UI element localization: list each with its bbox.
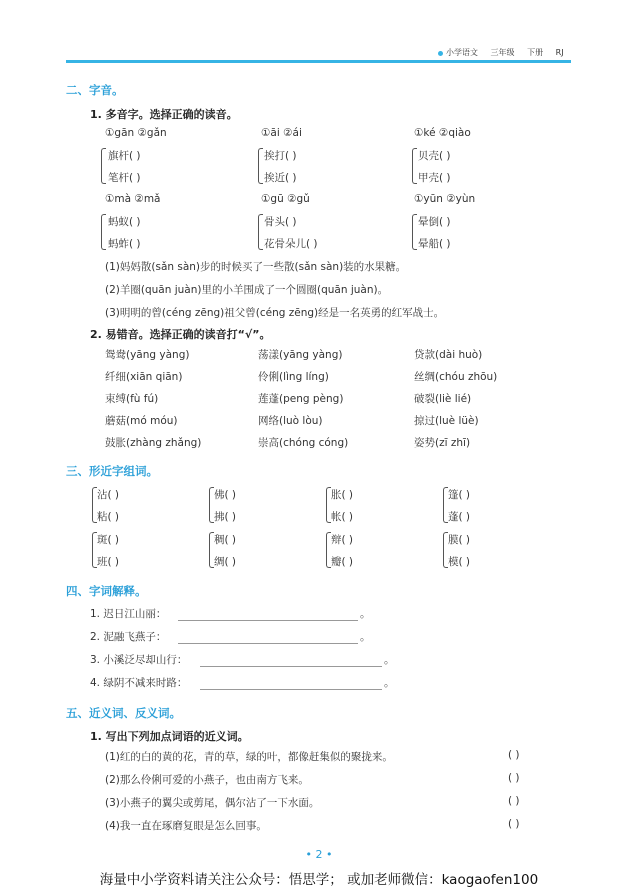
header-volume: 下册: [527, 48, 544, 57]
answer-line[interactable]: [200, 689, 382, 690]
sentence-3: (3)明明的曾(céng zēng)祖父曾(céng zēng)经是一名英勇的红军战士。: [105, 307, 445, 319]
char-blank[interactable]: 粘( ): [97, 511, 120, 523]
header-subject: 小学语文: [446, 48, 478, 57]
options: ①yūn ②yùn: [414, 193, 476, 205]
char-blank[interactable]: 帐( ): [331, 511, 354, 523]
char-blank[interactable]: 班( ): [97, 556, 120, 568]
char-blank[interactable]: 辩( ): [331, 534, 354, 546]
options: ①ké ②qiào: [414, 127, 471, 139]
err-word[interactable]: 姿势(zī zhī): [414, 437, 471, 449]
answer-line[interactable]: [200, 666, 382, 667]
period: 。: [384, 677, 395, 689]
err-word[interactable]: 掠过(luè lüè): [414, 415, 479, 427]
word-blank[interactable]: 贝壳( ): [418, 150, 451, 162]
options: ①gān ②gǎn: [105, 127, 167, 139]
err-word[interactable]: 崇高(chóng cóng): [258, 437, 349, 449]
char-blank[interactable]: 斑( ): [97, 534, 120, 546]
word-blank[interactable]: 蚂蚁( ): [108, 216, 141, 228]
synonym-sentence-3: (3)小燕子的翼尖或剪尾，偶尔沾了一下水面。: [105, 797, 320, 809]
header-series: [446, 47, 574, 58]
char-blank[interactable]: 绸( ): [214, 556, 237, 568]
err-word[interactable]: 伶俐(lìng líng): [258, 371, 329, 383]
answer-blank[interactable]: ( ): [508, 772, 520, 784]
char-blank[interactable]: 沾( ): [97, 489, 120, 501]
section-title-explain: 四、字词解释。: [66, 584, 147, 598]
err-word[interactable]: 网络(luò lòu): [258, 415, 323, 427]
period: 。: [360, 608, 371, 620]
explain-item: 4. 绿阴不减来时路：: [90, 677, 188, 689]
char-blank[interactable]: 佛( ): [214, 489, 237, 501]
options: ①mà ②mǎ: [105, 193, 161, 205]
char-blank[interactable]: 模( ): [448, 556, 471, 568]
footer-notice: 海量中小学资料请关注公众号：悟思学； 或加老师微信：kaogaofen100: [99, 872, 539, 888]
char-blank[interactable]: 稠( ): [214, 534, 237, 546]
char-blank[interactable]: 胀( ): [331, 489, 354, 501]
header-dot-icon: [438, 51, 443, 56]
explain-item: 3. 小溪泛尽却山行：: [90, 654, 188, 666]
header-rule-long: [66, 60, 571, 63]
question-synonyms: 1. 写出下列加点词语的近义词。: [90, 730, 249, 743]
explain-item: 1. 迟日江山丽：: [90, 608, 167, 620]
question-error-prone: 2. 易错音。选择正确的读音打“√”。: [90, 328, 271, 341]
answer-line[interactable]: [178, 620, 358, 621]
question-polyphone: 1. 多音字。选择正确的读音。: [90, 108, 238, 121]
err-word[interactable]: 破裂(liè lié): [414, 393, 472, 405]
err-word[interactable]: 荡漾(yāng yàng): [258, 349, 343, 361]
word-blank[interactable]: 晕倒( ): [418, 216, 451, 228]
char-blank[interactable]: 拂( ): [214, 511, 237, 523]
explain-item: 2. 泥融飞燕子：: [90, 631, 167, 643]
word-blank[interactable]: 挨打( ): [264, 150, 297, 162]
answer-blank[interactable]: ( ): [508, 795, 520, 807]
period: 。: [384, 654, 395, 666]
word-blank[interactable]: 骨头( ): [264, 216, 297, 228]
options: ①āi ②ái: [261, 127, 302, 139]
synonym-sentence-4: (4)我一直在琢磨复眼是怎么回事。: [105, 820, 267, 832]
section-title-similar-chars: 三、形近字组词。: [66, 464, 158, 478]
answer-blank[interactable]: ( ): [508, 818, 520, 830]
char-blank[interactable]: 瓣( ): [331, 556, 354, 568]
word-blank[interactable]: 晕船( ): [418, 238, 451, 250]
section-title-synonyms: 五、近义词、反义词。: [66, 706, 181, 720]
err-word[interactable]: 鸳鸯(yāng yàng): [105, 349, 190, 361]
synonym-sentence-2: (2)那么伶俐可爱的小燕子，也由南方飞来。: [105, 774, 309, 786]
err-word[interactable]: 贷款(dài huò): [414, 349, 483, 361]
header-grade: 三年级: [490, 48, 515, 57]
err-word[interactable]: 莲蓬(peng pèng): [258, 393, 344, 405]
err-word[interactable]: 束缚(fù fú): [105, 393, 159, 405]
answer-line[interactable]: [178, 643, 358, 644]
word-blank[interactable]: 甲壳( ): [418, 172, 451, 184]
brace: [412, 214, 417, 250]
header-edition: RJ: [555, 48, 564, 57]
char-blank[interactable]: 膜( ): [448, 534, 471, 546]
period: 。: [360, 631, 371, 643]
word-blank[interactable]: 花骨朵儿( ): [264, 238, 318, 250]
word-blank[interactable]: 旗杆( ): [108, 150, 141, 162]
char-blank[interactable]: 蓬( ): [448, 511, 471, 523]
synonym-sentence-1: (1)红的白的黄的花，青的草，绿的叶，都像赶集似的聚拢来。: [105, 751, 393, 763]
err-word[interactable]: 蘑菇(mó móu): [105, 415, 178, 427]
err-word[interactable]: 纤细(xiān qiān): [105, 371, 183, 383]
section-title-pronunciation: 二、字音。: [66, 83, 124, 97]
err-word[interactable]: 丝绸(chóu zhōu): [414, 371, 498, 383]
word-blank[interactable]: 挨近( ): [264, 172, 297, 184]
err-word[interactable]: 鼓胀(zhàng zhǎng): [105, 437, 202, 449]
brace: [412, 148, 417, 184]
char-blank[interactable]: 篷( ): [448, 489, 471, 501]
brace: [258, 214, 263, 250]
word-blank[interactable]: 笔杆( ): [108, 172, 141, 184]
brace: [101, 214, 106, 250]
page-number: • 2 •: [305, 848, 333, 861]
sentence-2: (2)羊圈(quān juàn)里的小羊围成了一个圆圈(quān juàn)。: [105, 284, 389, 296]
sentence-1: (1)妈妈散(sǎn sàn)步的时候买了一些散(sǎn sàn)装的水果糖。: [105, 261, 407, 273]
options: ①gū ②gǔ: [261, 193, 310, 205]
word-blank[interactable]: 蚂蚱( ): [108, 238, 141, 250]
brace: [258, 148, 263, 184]
answer-blank[interactable]: ( ): [508, 749, 520, 761]
brace: [101, 148, 106, 184]
